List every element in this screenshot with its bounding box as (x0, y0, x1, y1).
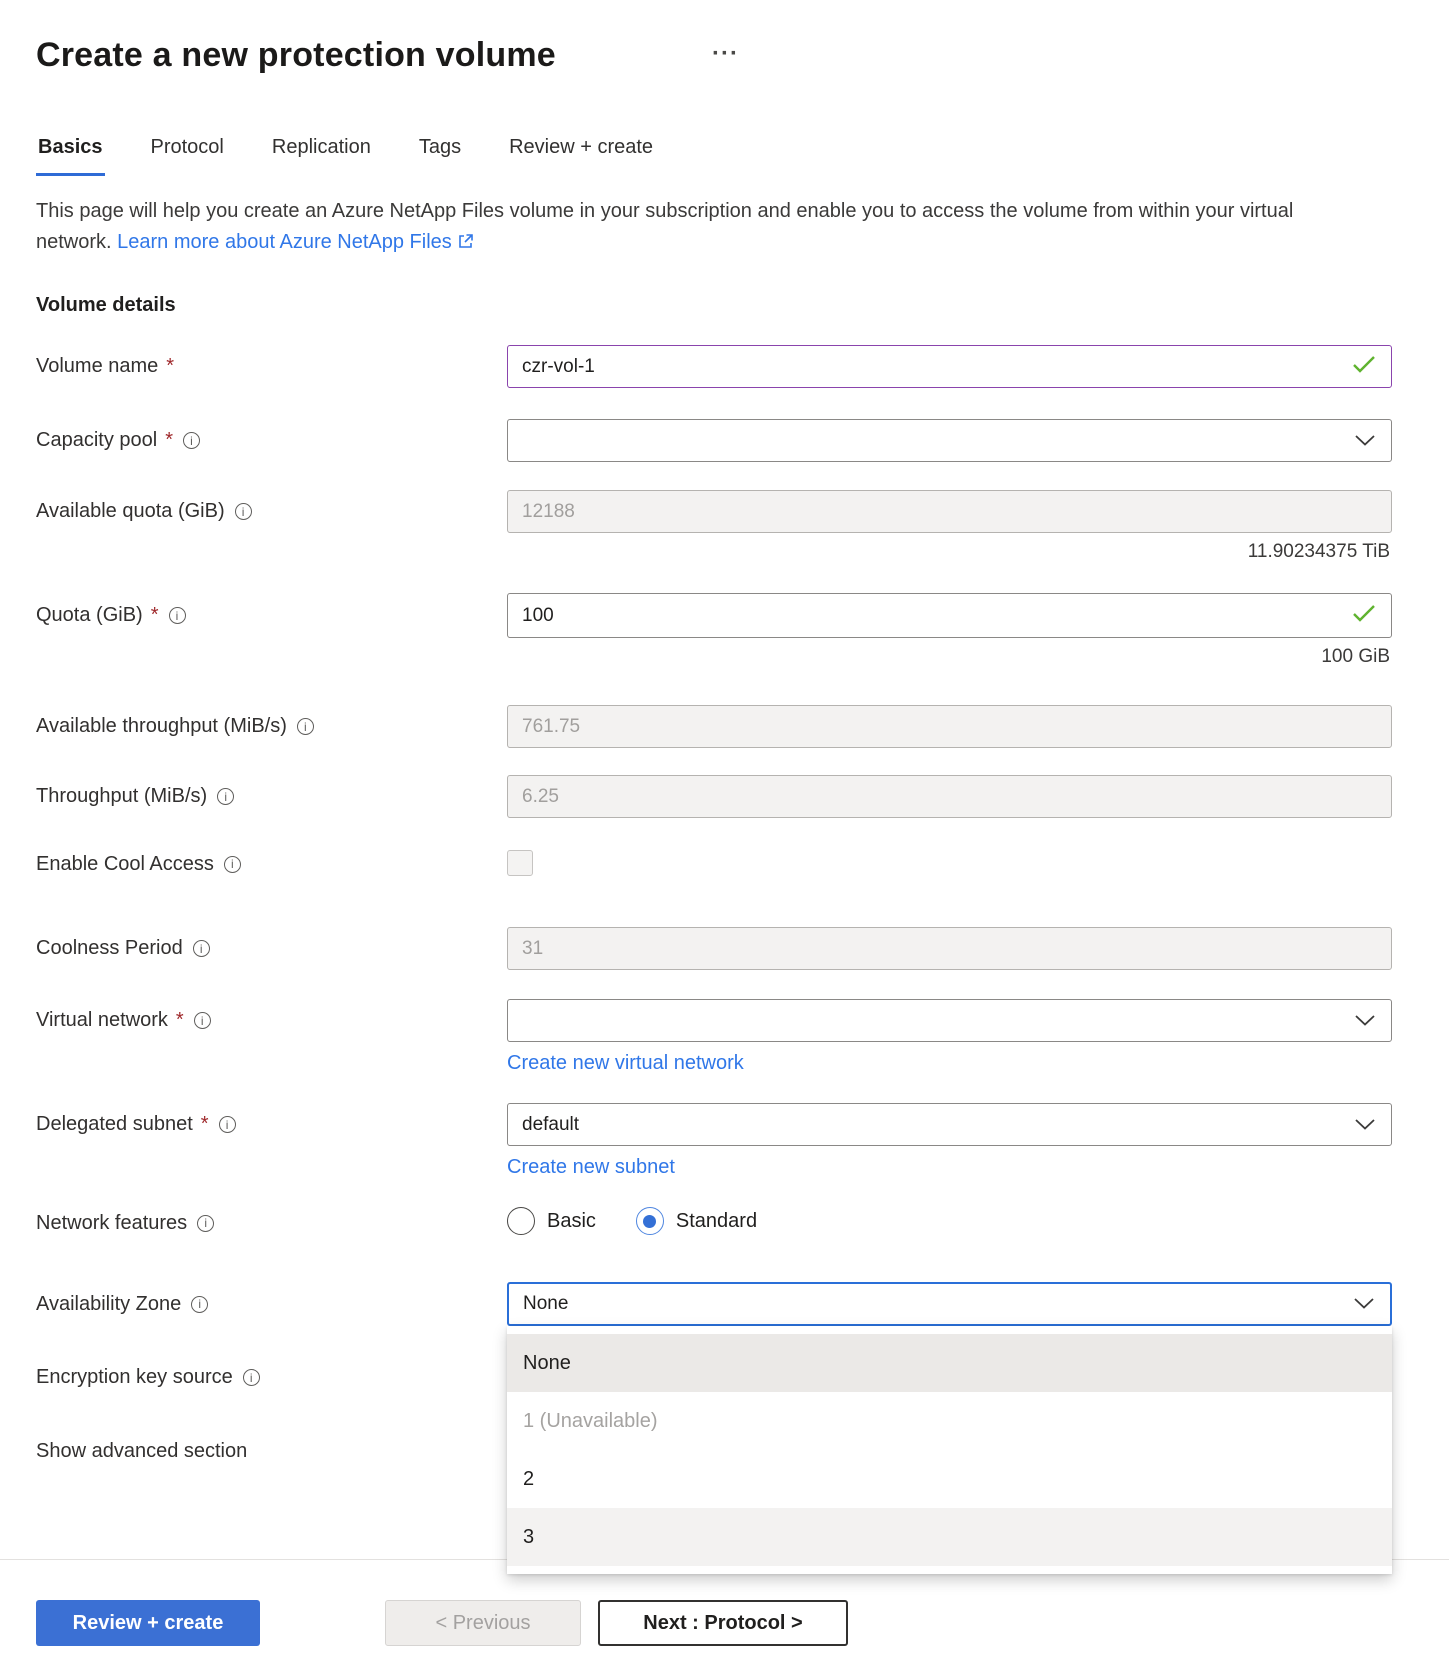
network-features-row (36, 1207, 1392, 1239)
label-text: Quota (GiB) (36, 604, 143, 626)
info-icon[interactable]: i (243, 1369, 260, 1386)
info-icon[interactable]: i (193, 940, 210, 957)
create-new-subnet-link[interactable]: Create new subnet (507, 1156, 675, 1178)
coolness-period-label (36, 937, 507, 960)
footer-actions (36, 1600, 848, 1646)
tab-replication[interactable]: Replication (271, 136, 371, 158)
available-quota-label (36, 500, 507, 523)
label-text: Network features (36, 1211, 188, 1234)
virtual-network-select[interactable] (507, 999, 1392, 1042)
capacity-pool-row (36, 419, 1392, 462)
intro-body: This page will help you create an Azure NetApp Files volume in your subscription and enable you to access the volume from within your virtual network. (36, 200, 1294, 253)
info-icon[interactable]: i (191, 1296, 208, 1313)
required-asterisk: * (175, 1009, 184, 1031)
enable-cool-access-checkbox[interactable] (507, 850, 533, 876)
quota-row (36, 593, 1392, 667)
required-asterisk: * (165, 429, 173, 451)
label-text: Show advanced section (36, 1440, 248, 1462)
coolness-period-input (507, 927, 1392, 970)
intro-text (36, 196, 1298, 260)
throughput-label (36, 785, 507, 808)
tab-bar (36, 132, 655, 176)
info-icon[interactable]: i (217, 788, 234, 805)
radio-standard[interactable] (636, 1207, 757, 1235)
dropdown-option-1-unavailable: 1 (Unavailable) (523, 1409, 658, 1432)
radio-basic[interactable] (507, 1207, 596, 1235)
required-asterisk: * (200, 1113, 209, 1135)
external-link-icon (457, 229, 474, 260)
available-quota-helper: 11.90234375 TiB (1247, 541, 1390, 562)
learn-more-link[interactable] (117, 231, 474, 253)
info-icon[interactable]: i (194, 1012, 211, 1029)
show-advanced-section-toggle[interactable] (36, 1440, 247, 1463)
info-icon[interactable]: i (297, 718, 314, 735)
dropdown-option-3[interactable]: 3 (507, 1508, 1392, 1566)
chevron-down-icon (1354, 1293, 1374, 1315)
volume-name-row (36, 345, 1392, 388)
info-icon[interactable]: i (197, 1215, 214, 1232)
radio-unselected-icon (507, 1207, 535, 1235)
page-title: Create a new protection volume (36, 36, 556, 74)
throughput-row (36, 775, 1392, 818)
availability-zone-select[interactable] (507, 1282, 1392, 1326)
virtual-network-row (36, 999, 1392, 1074)
dropdown-option-none[interactable]: None (507, 1334, 1392, 1392)
delegated-subnet-row (36, 1103, 1392, 1178)
info-icon[interactable]: i (219, 1116, 236, 1133)
label-text: Volume name (36, 355, 159, 377)
valid-check-icon (1352, 356, 1376, 378)
info-icon[interactable]: i (183, 432, 200, 449)
label-text: Available throughput (MiB/s) (36, 715, 287, 737)
create-new-virtual-network-link[interactable]: Create new virtual network (507, 1052, 744, 1074)
review-create-button[interactable]: Review + create (36, 1600, 260, 1646)
tab-protocol[interactable]: Protocol (150, 136, 224, 158)
volume-details-heading: Volume details (36, 294, 176, 316)
volume-name-input[interactable] (507, 345, 1392, 388)
volume-name-label (36, 355, 507, 378)
valid-check-icon (1352, 605, 1376, 627)
radio-selected-icon (636, 1207, 664, 1235)
info-icon[interactable]: i (224, 856, 241, 873)
selected-value: None (523, 1293, 569, 1314)
quota-input[interactable] (507, 593, 1392, 638)
radio-label: Standard (675, 1209, 758, 1232)
more-options-icon[interactable]: ··· (712, 40, 739, 67)
capacity-pool-label (36, 429, 507, 452)
network-features-radio-group (507, 1207, 1392, 1235)
delegated-subnet-select[interactable] (507, 1103, 1392, 1146)
chevron-down-icon (1355, 1010, 1375, 1032)
info-icon[interactable]: i (169, 607, 186, 624)
coolness-period-row (36, 927, 1392, 970)
tab-basics[interactable]: Basics (36, 132, 105, 176)
virtual-network-label (36, 1009, 507, 1032)
available-throughput-row (36, 705, 1392, 748)
encryption-key-source-label (36, 1366, 260, 1389)
next-protocol-button[interactable]: Next : Protocol > (598, 1600, 848, 1646)
label-text: Available quota (GiB) (36, 500, 225, 522)
enable-cool-access-row (36, 850, 1392, 878)
label-text: Virtual network (36, 1009, 168, 1031)
available-quota-input (507, 490, 1392, 533)
tab-review-create[interactable]: Review + create (509, 136, 654, 158)
enable-cool-access-label (36, 853, 507, 876)
radio-label: Basic (547, 1209, 596, 1232)
label-text: Availability Zone (36, 1292, 182, 1315)
availability-zone-label (36, 1293, 507, 1316)
dropdown-option-2[interactable]: 2 (523, 1467, 535, 1490)
available-throughput-input (507, 705, 1392, 748)
tab-tags[interactable]: Tags (418, 136, 462, 158)
network-features-label (36, 1212, 507, 1235)
label-text: Enable Cool Access (36, 852, 214, 875)
chevron-down-icon (1355, 1114, 1375, 1136)
label-text: Throughput (MiB/s) (36, 785, 208, 807)
available-quota-row (36, 490, 1392, 562)
availability-zone-dropdown (507, 1326, 1392, 1574)
required-asterisk: * (150, 604, 159, 626)
previous-button[interactable]: < Previous (385, 1600, 581, 1646)
available-throughput-label (36, 715, 507, 738)
label-text: Delegated subnet (36, 1113, 193, 1135)
label-text: Coolness Period (36, 937, 183, 959)
chevron-down-icon (1355, 430, 1375, 452)
selected-value: default (522, 1113, 580, 1135)
quota-label (36, 604, 507, 627)
throughput-input (507, 775, 1392, 818)
label-text: Encryption key source (36, 1366, 233, 1388)
info-icon[interactable]: i (235, 503, 252, 520)
delegated-subnet-label (36, 1113, 507, 1136)
learn-more-label: Learn more about Azure NetApp Files (117, 231, 452, 253)
required-asterisk: * (166, 355, 175, 377)
label-text: Capacity pool (36, 429, 158, 451)
capacity-pool-select[interactable] (507, 419, 1392, 462)
quota-helper: 100 GiB (1321, 646, 1390, 667)
